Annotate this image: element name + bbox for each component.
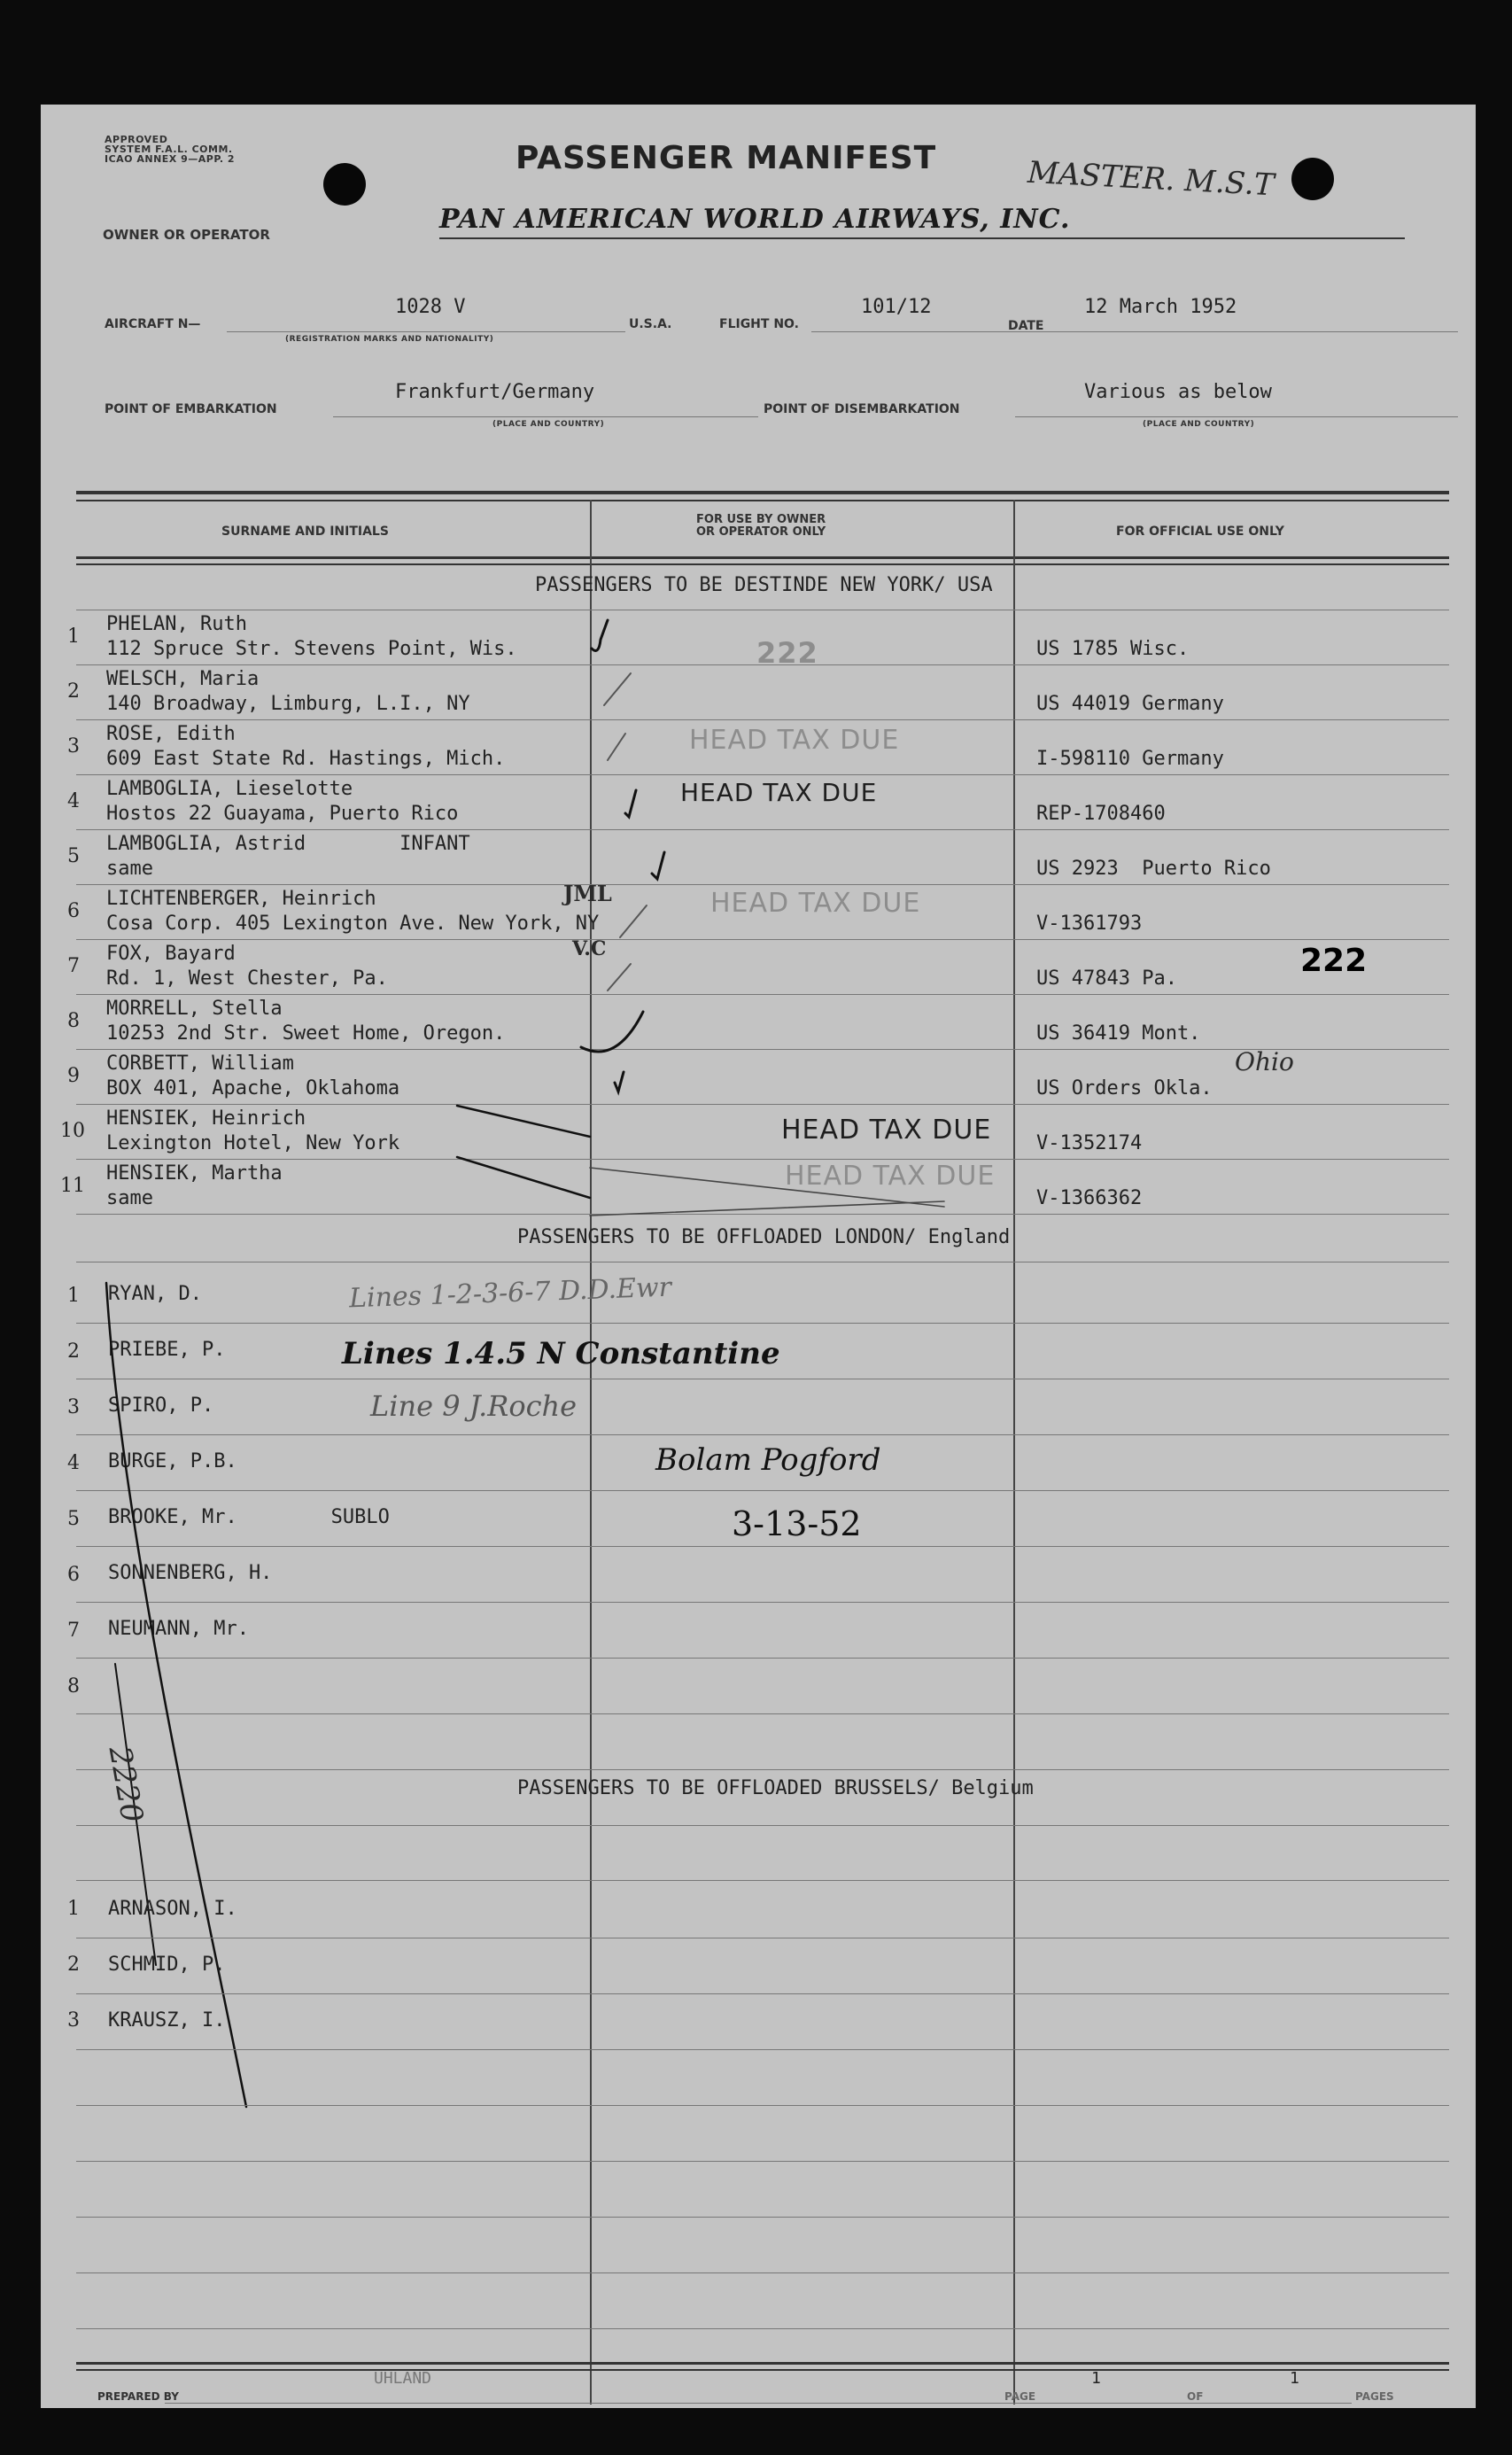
- passenger-address: Rd. 1, West Chester, Pa.: [106, 967, 388, 990]
- row-number: 3: [67, 2009, 80, 2032]
- passenger-name: PRIEBE, P.: [108, 1339, 226, 1361]
- passenger-name: WELSCH, Maria: [106, 668, 260, 690]
- strike-line: [590, 1201, 944, 1216]
- check-mark: [620, 905, 647, 937]
- list-item: [41, 1938, 590, 1993]
- passenger-name: HENSIEK, Martha: [106, 1162, 283, 1185]
- section-london-heading: PASSENGERS TO BE OFFLOADED LONDON/ England: [517, 1226, 1011, 1248]
- passenger-name: KRAUSZ, I.: [108, 2009, 226, 2032]
- passenger-name: NEUMANN, Mr.: [108, 1618, 249, 1640]
- approval-line-1: APPROVED: [105, 134, 168, 145]
- passenger-address: Hostos 22 Guayama, Puerto Rico: [106, 803, 459, 825]
- passenger-address: 10253 2nd Str. Sweet Home, Oregon.: [106, 1022, 506, 1045]
- passenger-address: same: [106, 1187, 153, 1209]
- row-number: 2: [67, 680, 80, 703]
- check-mark: [581, 1012, 643, 1052]
- stamp-222-faint: 222: [756, 636, 818, 670]
- flight-value: 101/12: [861, 296, 932, 318]
- passenger-name: BROOKE, Mr. SUBLO: [108, 1506, 390, 1528]
- passenger-name: MORRELL, Stella: [106, 998, 283, 1020]
- stamp-head-tax-faint: HEAD TAX DUE: [710, 888, 921, 919]
- prepared-by-value: UHLAND: [374, 2369, 432, 2388]
- page-label: PAGE: [1004, 2390, 1036, 2403]
- passenger-name: PHELAN, Ruth: [106, 613, 247, 635]
- section-ny-heading: PASSENGERS TO BE DESTINDE NEW YORK/ USA: [535, 574, 993, 596]
- official-entry: US 36419 Mont.: [1036, 1022, 1201, 1045]
- section-brussels-heading: PASSENGERS TO BE OFFLOADED BRUSSELS/ Belgium: [517, 1777, 1034, 1799]
- passenger-address: Lexington Hotel, New York: [106, 1132, 400, 1154]
- strike-line: [457, 1106, 590, 1137]
- margin-note: 2220: [101, 1744, 151, 1826]
- stamp-222-bold: 222: [1300, 943, 1368, 979]
- footer-underline: [165, 2403, 1352, 2404]
- row-number: 6: [67, 1564, 80, 1586]
- passenger-name: HENSIEK, Heinrich: [106, 1107, 306, 1130]
- passenger-name: ROSE, Edith: [106, 723, 236, 745]
- row-number: 2: [67, 1340, 80, 1363]
- passenger-address: 609 East State Rd. Hastings, Mich.: [106, 748, 506, 770]
- passenger-name: SPIRO, P.: [108, 1395, 214, 1417]
- passenger-name: RYAN, D.: [108, 1283, 202, 1305]
- row-number: 5: [67, 845, 80, 867]
- of-value: 1: [1290, 2369, 1299, 2388]
- row-number: 8: [67, 1675, 80, 1698]
- passenger-name: LAMBOGLIA, Lieselotte: [106, 778, 353, 800]
- disembark-value: Various as below: [1084, 381, 1272, 403]
- stamp-head-tax: HEAD TAX DUE: [781, 1115, 992, 1146]
- row-rule: [76, 2049, 1449, 2050]
- row-rule: [76, 2328, 1449, 2329]
- disembark-sub: (PLACE AND COUNTRY): [1143, 420, 1255, 429]
- row-number: 5: [67, 1508, 80, 1530]
- row-number: 3: [67, 1396, 80, 1418]
- row-number: 1: [67, 1285, 80, 1307]
- passenger-name: ARNASON, I.: [108, 1898, 237, 1920]
- prepared-by-label: PREPARED BY: [97, 2390, 179, 2403]
- official-entry: V-1361793: [1036, 913, 1143, 935]
- row-rule: [76, 2217, 1449, 2218]
- passenger-name: BURGE, P.B.: [108, 1450, 237, 1472]
- official-entry: I-598110 Germany: [1036, 748, 1224, 770]
- london-note-date: 3-13-52: [732, 1504, 862, 1543]
- owner-label: OWNER OR OPERATOR: [103, 227, 270, 243]
- row-number: 6: [67, 900, 80, 922]
- date-value: 12 March 1952: [1084, 296, 1237, 318]
- embark-label: POINT OF EMBARKATION: [105, 402, 277, 416]
- approval-line-2: SYSTEM F.A.L. COMM.: [105, 144, 233, 155]
- embark-value: Frankfurt/Germany: [395, 381, 595, 403]
- passenger-name: FOX, Bayard: [106, 943, 236, 965]
- check-mark: [608, 964, 631, 991]
- handwritten-ohio: Ohio: [1235, 1047, 1294, 1076]
- check-mark: [592, 620, 608, 650]
- manifest-sheet: [41, 105, 1476, 2408]
- passenger-address: BOX 401, Apache, Oklahoma: [106, 1077, 400, 1099]
- usa-label: U.S.A.: [629, 317, 672, 331]
- flight-label: FLIGHT NO.: [719, 317, 799, 331]
- aircraft-value: 1028 V: [395, 296, 466, 318]
- official-entry: V-1366362: [1036, 1187, 1143, 1209]
- check-mark: [604, 673, 631, 705]
- row-number: 1: [67, 1898, 80, 1920]
- stamp-head-tax: HEAD TAX DUE: [680, 778, 878, 807]
- passenger-name: CORBETT, William: [106, 1053, 294, 1075]
- passenger-address: same: [106, 858, 153, 880]
- passenger-name: SONNENBERG, H.: [108, 1562, 273, 1584]
- row-number: 11: [60, 1175, 85, 1197]
- official-entry: US 2923 Puerto Rico: [1036, 858, 1271, 880]
- col-header-official-use: FOR OFFICIAL USE ONLY: [1116, 524, 1284, 539]
- strike-line: [457, 1157, 590, 1198]
- row-number: 4: [67, 790, 80, 812]
- london-note-lines-1: Lines 1-2-3-6-7 D.D.Ewr: [348, 1271, 672, 1315]
- official-entry: US Orders Okla.: [1036, 1077, 1213, 1099]
- list-item: [41, 1882, 590, 1938]
- stamp-head-tax-faint: HEAD TAX DUE: [689, 725, 900, 756]
- aircraft-sub: (REGISTRATION MARKS AND NATIONALITY): [285, 335, 494, 344]
- row-rule: [76, 2272, 1449, 2273]
- aircraft-label: AIRCRAFT N—: [105, 317, 201, 331]
- table-bottom-rule: [76, 2362, 1449, 2365]
- check-mark: [615, 1072, 624, 1092]
- operator-name: PAN AMERICAN WORLD AIRWAYS, INC.: [439, 204, 1071, 235]
- official-entry: US 1785 Wisc.: [1036, 638, 1190, 660]
- check-mark: [608, 734, 625, 760]
- stamp-head-tax-faint: HEAD TAX DUE: [785, 1161, 996, 1192]
- row-number: 7: [67, 1620, 80, 1642]
- initials-row-4: JML: [563, 881, 612, 906]
- passenger-address: 140 Broadway, Limburg, L.I., NY: [106, 693, 470, 715]
- initials-row-5: V.C: [572, 937, 607, 960]
- row-number: 1: [67, 625, 80, 648]
- col-header-owner-use: FOR USE BY OWNER OR OPERATOR ONLY: [696, 513, 826, 539]
- of-label: OF: [1187, 2390, 1204, 2403]
- row-number: 3: [67, 735, 80, 757]
- passenger-name: LAMBOGLIA, Astrid INFANT: [106, 833, 470, 855]
- embark-sub: (PLACE AND COUNTRY): [492, 420, 605, 429]
- row-number: 9: [67, 1065, 80, 1087]
- london-note-lines-2: Lines 1.4.5 N Constantine: [342, 1336, 780, 1371]
- official-entry: US 47843 Pa.: [1036, 967, 1177, 990]
- official-entry: US 44019 Germany: [1036, 693, 1224, 715]
- row-number: 2: [67, 1954, 80, 1976]
- disembark-label: POINT OF DISEMBARKATION: [764, 402, 960, 416]
- passenger-address: 112 Spruce Str. Stevens Point, Wis.: [106, 638, 517, 660]
- row-rule: [76, 2161, 1449, 2162]
- handwritten-master-note: MASTER. M.S.T: [1027, 154, 1276, 204]
- row-number: 4: [67, 1452, 80, 1474]
- form-title: PASSENGER MANIFEST: [516, 140, 937, 176]
- passenger-name: SCHMID, P.: [108, 1954, 226, 1976]
- passenger-address: Cosa Corp. 405 Lexington Ave. New York, NY: [106, 913, 600, 935]
- official-entry: REP-1708460: [1036, 803, 1166, 825]
- row-rule: [76, 2105, 1449, 2106]
- london-note-signature: Bolam Pogford: [655, 1442, 881, 1478]
- table-bottom-rule-2: [76, 2369, 1449, 2371]
- check-mark: [625, 790, 636, 817]
- row-rule: [76, 1993, 1449, 1994]
- official-entry: V-1352174: [1036, 1132, 1143, 1154]
- passenger-name: LICHTENBERGER, Heinrich: [106, 888, 376, 910]
- list-item: [41, 1993, 590, 2049]
- date-label: DATE: [1008, 319, 1044, 333]
- row-number: 7: [67, 955, 80, 977]
- london-note-lines-3: Line 9 J.Roche: [370, 1389, 578, 1423]
- check-mark: [652, 852, 664, 879]
- page-value: 1: [1091, 2369, 1101, 2388]
- pages-label: PAGES: [1355, 2390, 1394, 2403]
- approval-line-3: ICAO ANNEX 9—APP. 2: [105, 153, 236, 165]
- row-number: 8: [67, 1010, 80, 1032]
- row-number: 10: [60, 1120, 85, 1142]
- col-header-surname: SURNAME AND INITIALS: [221, 524, 389, 539]
